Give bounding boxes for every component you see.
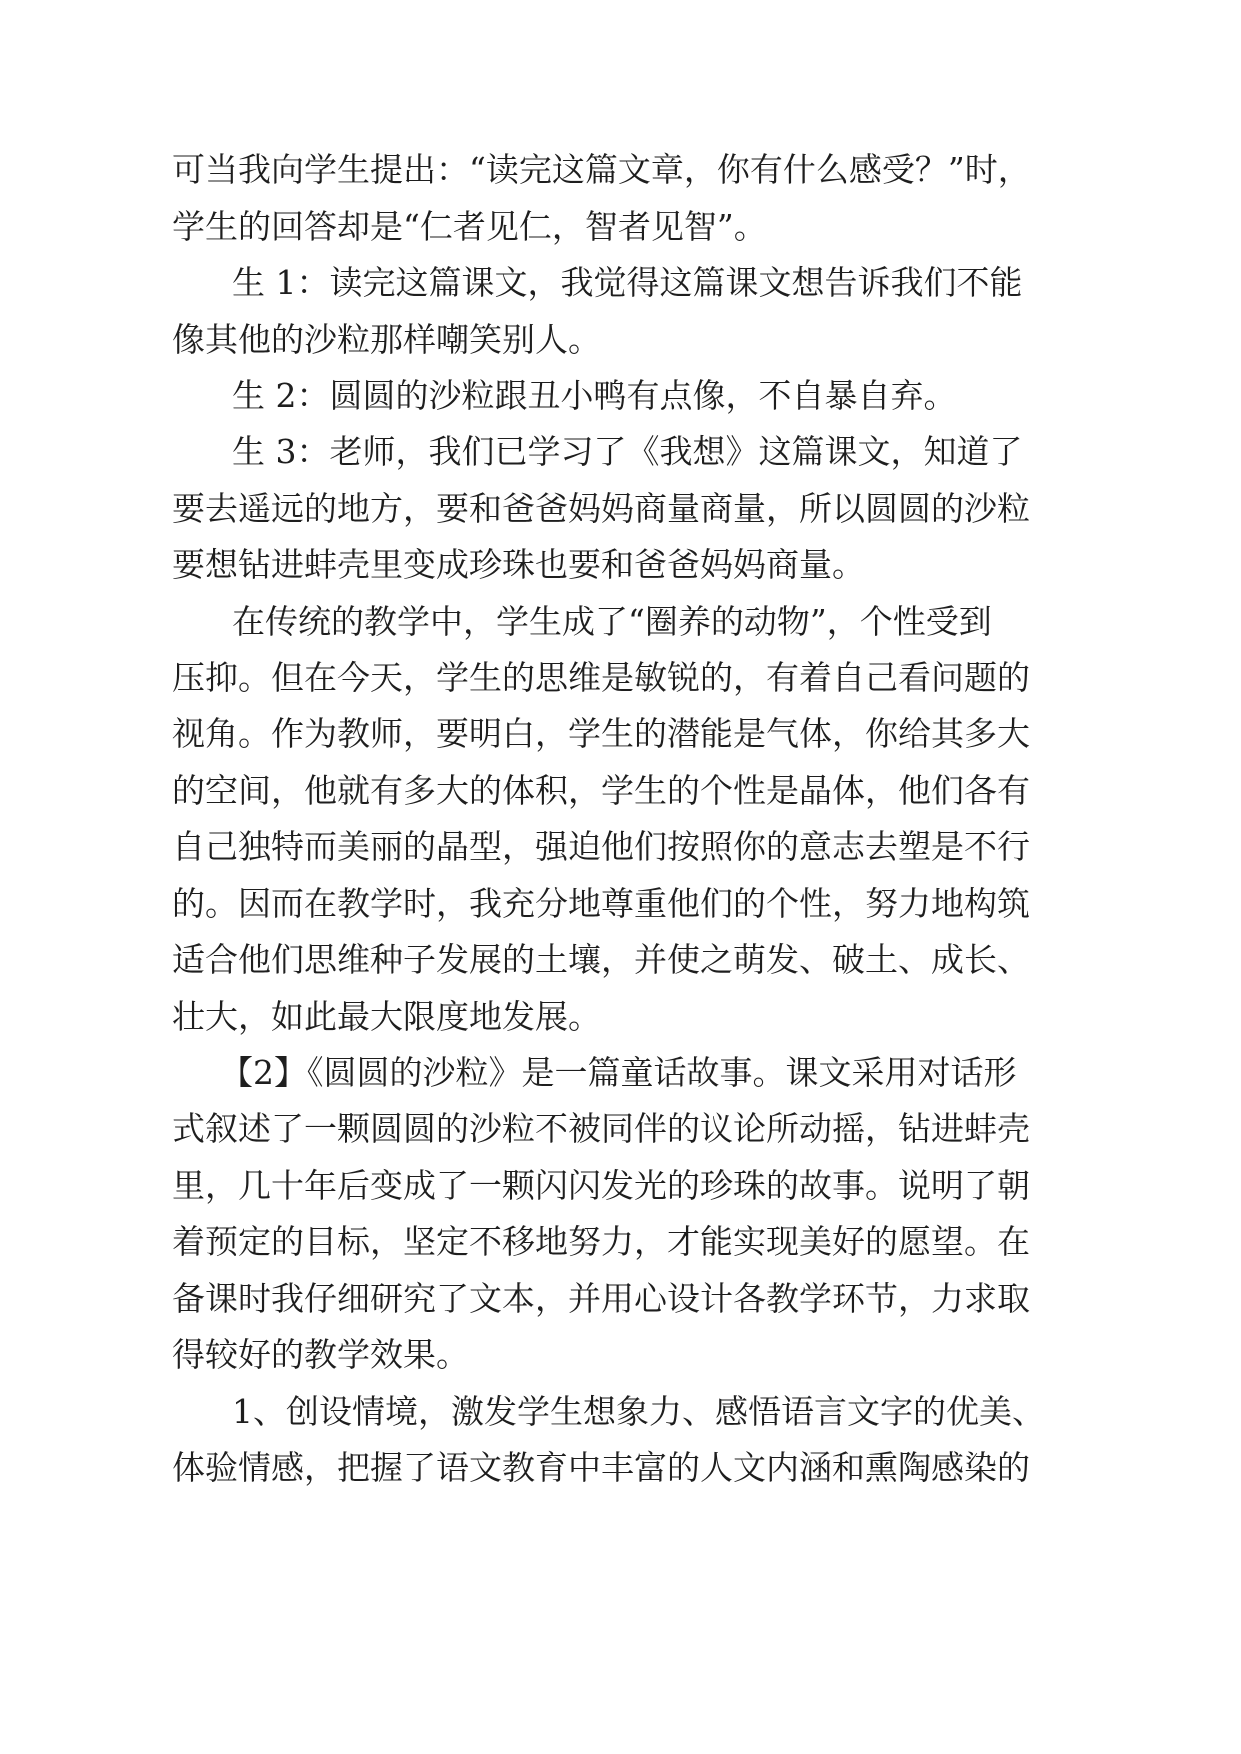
text-line: 生 3：老师，我们已学习了《我想》这篇课文，知道了 [232, 432, 1023, 471]
text-line: 壮大，如此最大限度地发展。 [172, 997, 601, 1036]
text-line: 1、创设情境，激发学生想象力、感悟语言文字的优美、 [232, 1392, 1045, 1431]
text-line: 得较好的教学效果。 [172, 1335, 469, 1374]
text-line: 像其他的沙粒那样嘲笑别人。 [172, 320, 601, 359]
text-line: 学生的回答却是“仁者见仁，智者见智”。 [172, 207, 767, 246]
text-line: 生 1：读完这篇课文，我觉得这篇课文想告诉我们不能 [232, 263, 1023, 302]
text-line: 【2】《圆圆的沙粒》是一篇童话故事。课文采用对话形 [220, 1053, 1017, 1092]
text-line: 在传统的教学中，学生成了“圈养的动物”，个性受到 [232, 602, 992, 641]
text-line: 的空间，他就有多大的体积，学生的个性是晶体，他们各有 [172, 771, 1030, 810]
text-line: 备课时我仔细研究了文本，并用心设计各教学环节，力求取 [172, 1279, 1030, 1318]
text-line: 的。因而在教学时，我充分地尊重他们的个性，努力地构筑 [172, 884, 1030, 923]
text-line: 自己独特而美丽的晶型，强迫他们按照你的意志去塑是不行 [172, 827, 1030, 866]
text-line: 着预定的目标，坚定不移地努力，才能实现美好的愿望。在 [172, 1222, 1030, 1261]
text-line: 压抑。但在今天，学生的思维是敏锐的，有着自己看问题的 [172, 658, 1030, 697]
text-line: 生 2：圆圆的沙粒跟丑小鸭有点像，不自暴自弃。 [232, 376, 957, 415]
text-line: 体验情感，把握了语文教育中丰富的人文内涵和熏陶感染的 [172, 1448, 1030, 1487]
text-line: 式叙述了一颗圆圆的沙粒不被同伴的议论所动摇，钻进蚌壳 [172, 1109, 1030, 1148]
text-line: 适合他们思维种子发展的土壤，并使之萌发、破土、成长、 [172, 940, 1030, 979]
text-line: 要想钻进蚌壳里变成珍珠也要和爸爸妈妈商量。 [172, 545, 865, 584]
text-line: 要去遥远的地方，要和爸爸妈妈商量商量，所以圆圆的沙粒 [172, 489, 1030, 528]
text-line: 里，几十年后变成了一颗闪闪发光的珍珠的故事。说明了朝 [172, 1166, 1030, 1205]
text-line: 可当我向学生提出：“读完这篇文章，你有什么感受？”时， [172, 150, 1031, 189]
text-line: 视角。作为教师，要明白，学生的潜能是气体，你给其多大 [172, 714, 1030, 753]
